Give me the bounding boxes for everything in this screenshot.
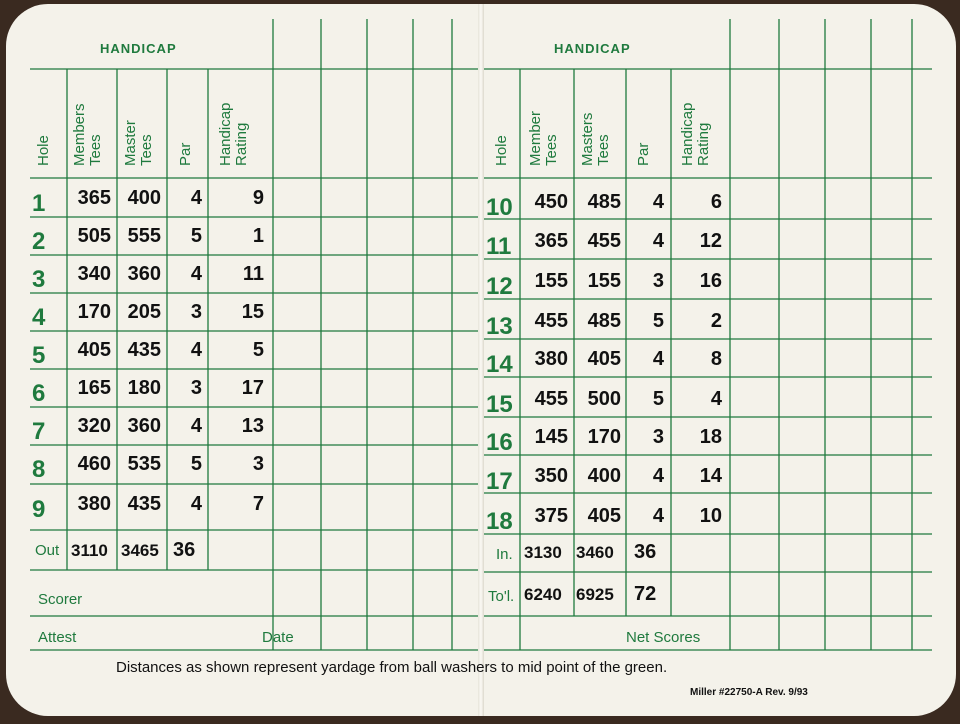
front-tees1-yardage: 460 (77, 453, 111, 475)
front-handicap-rating: 11 (242, 263, 264, 285)
front-header-tees2: Master Tees (122, 120, 155, 166)
back-hole-number: 15 (486, 391, 513, 418)
back-header-tees2: Masters Tees (579, 112, 612, 166)
back-tees1-yardage: 380 (534, 348, 568, 370)
front-hole-number: 6 (32, 380, 46, 407)
back-handicap-rating: 10 (699, 505, 722, 527)
back-tees1-yardage: 155 (534, 270, 568, 292)
front-tees1-yardage: 505 (77, 225, 111, 247)
front-hole-number: 3 (32, 266, 46, 293)
back-hole-number: 18 (486, 508, 513, 535)
front-handicap-rating: 1 (252, 225, 264, 247)
scorer-label: Scorer (38, 591, 83, 608)
back-handicap-rating: 8 (710, 348, 722, 370)
back-tees2-yardage: 155 (587, 270, 621, 292)
back-handicap-rating: 6 (710, 191, 722, 213)
back-in-label: In. (496, 546, 513, 563)
front-handicap-rating: 15 (241, 301, 264, 323)
front-par: 3 (190, 301, 202, 323)
back-header-par: Par (635, 142, 652, 166)
back-hole-number: 12 (486, 273, 513, 300)
scorecard (6, 4, 956, 716)
front-tees2-yardage: 400 (127, 187, 161, 209)
front-handicap-rating: 17 (241, 377, 264, 399)
back-header-handicap: Handicap Rating (679, 102, 712, 166)
front-par: 5 (190, 453, 202, 475)
back-tees1-yardage: 145 (534, 426, 568, 448)
net-scores-label: Net Scores (626, 629, 701, 646)
back-total-tees2: 6925 (576, 585, 614, 604)
back-total-tees1: 6240 (524, 585, 562, 604)
back-handicap-rating: 4 (710, 388, 722, 410)
back-handicap-rating: 14 (699, 465, 722, 487)
front-hole-number: 4 (32, 304, 46, 331)
back-par: 3 (652, 270, 664, 292)
front-hole-number: 8 (32, 456, 46, 483)
back-handicap-rating: 12 (699, 230, 722, 252)
front-handicap-label: HANDICAP (100, 41, 177, 56)
front-par: 3 (190, 377, 202, 399)
back-tees1-yardage: 375 (534, 505, 568, 527)
front-tees2-yardage: 555 (127, 225, 161, 247)
back-par: 5 (652, 310, 664, 332)
front-out-label: Out (35, 542, 60, 559)
back-par: 3 (652, 426, 664, 448)
front-par: 4 (190, 263, 202, 285)
front-hole-number: 9 (32, 496, 46, 523)
front-tees1-yardage: 340 (77, 263, 111, 285)
back-par: 4 (652, 465, 664, 487)
front-header-hole: Hole (35, 135, 52, 166)
front-tees2-yardage: 535 (127, 453, 161, 475)
back-hole-number: 17 (486, 468, 513, 495)
back-tees2-yardage: 400 (587, 465, 621, 487)
back-tees1-yardage: 365 (534, 230, 568, 252)
front-handicap-rating: 3 (252, 453, 264, 475)
front-hole-number: 5 (32, 342, 46, 369)
front-tees1-yardage: 365 (77, 187, 111, 209)
back-in-par: 36 (634, 541, 657, 563)
back-hole-number: 11 (486, 233, 512, 260)
back-hole-number: 13 (486, 313, 513, 340)
front-tees1-yardage: 320 (77, 415, 111, 437)
front-tees2-yardage: 435 (127, 339, 161, 361)
back-handicap-rating: 16 (699, 270, 722, 292)
back-tees1-yardage: 455 (534, 388, 568, 410)
back-in-tees1: 3130 (524, 543, 562, 562)
back-par: 4 (652, 230, 664, 252)
back-hole-number: 16 (486, 429, 513, 456)
back-hole-number: 10 (486, 194, 513, 221)
front-tees2-yardage: 360 (127, 263, 161, 285)
front-hole-number: 2 (32, 228, 46, 255)
front-header-tees1: Members Tees (71, 103, 104, 166)
front-tees2-yardage: 360 (127, 415, 161, 437)
front-tees1-yardage: 380 (77, 493, 111, 515)
front-header-par: Par (177, 142, 194, 166)
front-par: 5 (190, 225, 202, 247)
front-tees1-yardage: 165 (77, 377, 111, 399)
front-par: 4 (190, 415, 202, 437)
front-handicap-rating: 7 (252, 493, 264, 515)
back-par: 4 (652, 348, 664, 370)
back-par: 4 (652, 191, 664, 213)
back-handicap-rating: 18 (699, 426, 722, 448)
front-handicap-rating: 5 (252, 339, 264, 361)
front-handicap-rating: 9 (252, 187, 264, 209)
print-code: Miller #22750-A Rev. 9/93 (690, 687, 808, 698)
date-label: Date (262, 629, 294, 646)
front-hole-number: 1 (32, 190, 46, 217)
yardage-note: Distances as shown represent yardage from ball washers to mid point of the green. (116, 659, 668, 676)
front-out-tees1: 3110 (71, 541, 108, 560)
back-handicap-rating: 2 (710, 310, 722, 332)
front-handicap-rating: 13 (241, 415, 264, 437)
front-out-tees2: 3465 (121, 541, 159, 560)
front-tees2-yardage: 180 (127, 377, 161, 399)
back-tees2-yardage: 485 (587, 310, 621, 332)
front-tees1-yardage: 405 (77, 339, 111, 361)
back-in-tees2: 3460 (576, 543, 614, 562)
front-tees2-yardage: 435 (127, 493, 161, 515)
back-header-tees1: Member Tees (527, 110, 560, 166)
back-tees2-yardage: 405 (587, 348, 621, 370)
back-tees2-yardage: 500 (587, 388, 621, 410)
front-par: 4 (190, 187, 202, 209)
back-tees2-yardage: 170 (587, 426, 621, 448)
front-tees1-yardage: 170 (77, 301, 111, 323)
front-header-handicap: Handicap Rating (217, 102, 250, 166)
back-tees1-yardage: 455 (534, 310, 568, 332)
back-tees2-yardage: 485 (587, 191, 621, 213)
back-handicap-label: HANDICAP (554, 41, 631, 56)
front-par: 4 (190, 339, 202, 361)
front-par: 4 (190, 493, 202, 515)
back-total-label: To'l. (488, 588, 515, 605)
front-tees2-yardage: 205 (127, 301, 161, 323)
back-tees1-yardage: 350 (534, 465, 568, 487)
back-hole-number: 14 (486, 351, 513, 378)
attest-label: Attest (38, 629, 77, 646)
back-header-hole: Hole (493, 135, 510, 166)
back-tees2-yardage: 455 (587, 230, 621, 252)
back-total-par: 72 (634, 583, 657, 605)
back-tees2-yardage: 405 (587, 505, 621, 527)
back-par: 4 (652, 505, 664, 527)
front-out-par: 36 (173, 539, 196, 561)
front-hole-number: 7 (32, 418, 46, 445)
back-par: 5 (652, 388, 664, 410)
back-tees1-yardage: 450 (534, 191, 568, 213)
